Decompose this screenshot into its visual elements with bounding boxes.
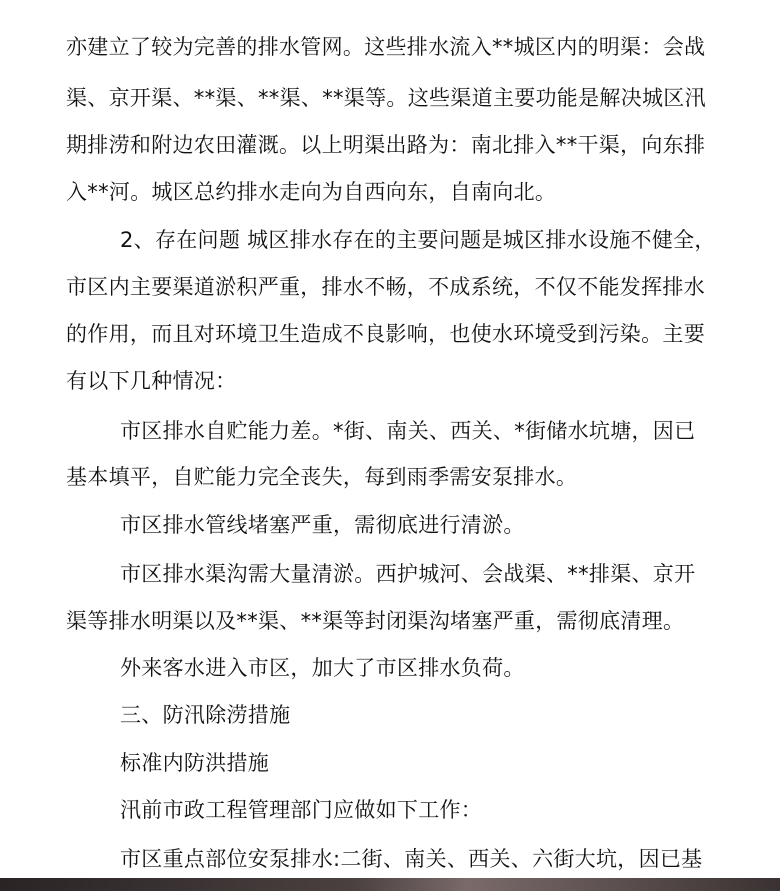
section-heading-line: 2、存在问题 城区排水存在的主要问题是城区排水设施不健全， bbox=[120, 228, 716, 252]
paragraph-line: 亦建立了较为完善的排水管网。这些排水流入**城区内的明渠：会战 bbox=[66, 35, 706, 59]
paragraph-line: 市区排水自贮能力差。*街、南关、西关、*街储水坑塘，因已 bbox=[120, 419, 696, 443]
paragraph-line: 市区内主要渠道淤积严重，排水不畅，不成系统，不仅不能发挥排水 bbox=[66, 275, 705, 299]
paragraph-line: 外来客水进入市区，加大了市区排水负荷。 bbox=[120, 656, 525, 680]
paragraph-line: 渠等排水明渠以及**渠、**渠等封闭渠沟堵塞严重，需彻底清理。 bbox=[66, 609, 685, 633]
paragraph-line: 市区排水管线堵塞严重，需彻底进行清淤。 bbox=[120, 513, 525, 537]
paragraph-line: 渠、京开渠、**渠、**渠、**渠等。这些渠道主要功能是解决城区汛 bbox=[66, 86, 706, 110]
subheading-line: 标准内防洪措施 bbox=[120, 751, 270, 775]
page-bottom-edge bbox=[0, 878, 780, 891]
section-heading-line: 三、防汛除涝措施 bbox=[120, 703, 291, 727]
paragraph-line: 市区排水渠沟需大量清淤。西护城河、会战渠、**排渠、京开 bbox=[120, 562, 696, 586]
paragraph-line: 汛前市政工程管理部门应做如下工作： bbox=[120, 798, 483, 822]
paragraph-line: 入**河。城区总约排水走向为自西向东，自南向北。 bbox=[66, 180, 557, 204]
paragraph-line: 的作用，而且对环境卫生造成不良影响，也使水环境受到污染。主要 bbox=[66, 322, 705, 346]
paragraph-line: 有以下几种情况： bbox=[66, 369, 237, 393]
paragraph-line: 市区重点部位安泵排水:二街、南关、西关、六街大坑，因已基 bbox=[120, 847, 703, 871]
paragraph-line: 期排涝和附边农田灌溉。以上明渠出路为：南北排入**干渠，向东排 bbox=[66, 133, 706, 157]
paragraph-line: 基本填平，自贮能力完全丧失，每到雨季需安泵排水。 bbox=[66, 465, 578, 489]
